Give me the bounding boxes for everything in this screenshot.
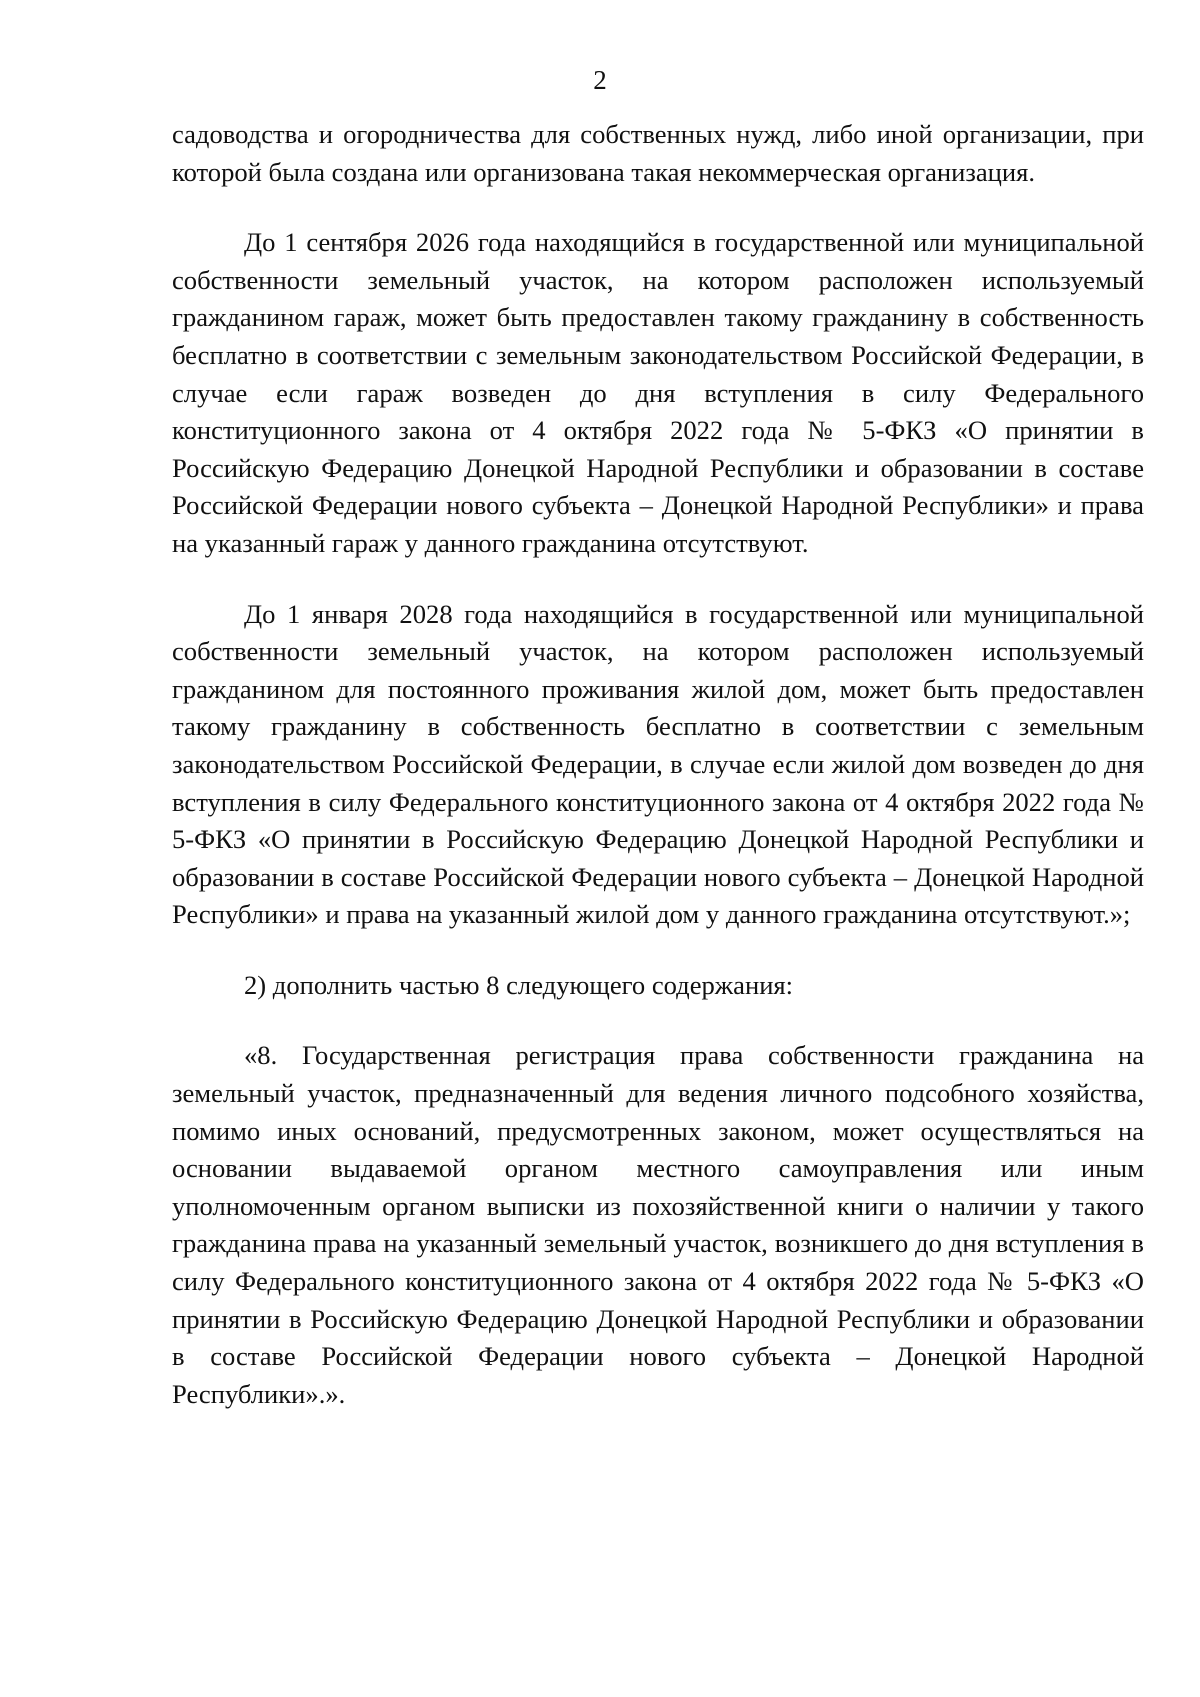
paragraph-house: До 1 января 2028 года находящийся в государственной или муниципальной собственности земельный участок, на котором расположен используемый гражданином для постоянного проживания жилой дом, может быть предоставлен такому гражданину в собственность бесплатно в соответствии с земельным законодательством Российской Федерации, в случае если жилой дом возведен до дня вступления в силу Федерального конституционного закона от 4 октября 2022 года № 5-ФКЗ «О принятии в Российскую Федерацию Донецкой Народной Республики и образовании в составе Российской Федерации нового субъекта – Донецкой Народной Республики» и права на указанный жилой дом у данного гражданина отсутствуют.»; <box>172 598 1144 930</box>
paragraph-continuation: садоводства и огородничества для собственных нужд, либо иной организации, при которой была создана или организована такая некоммерческая организация. <box>172 119 1144 187</box>
paragraph-part-8: «8. Государственная регистрация права собственности гражданина на земельный участок, предназначенный для ведения личного подсобного хозяйства, помимо иных оснований, предусмотренных законом, может осуществляться на основании выдаваемой органом местного самоуправления или иным уполномоченным органом выписки из похозяйственной книги о наличии у такого гражданина права на указанный земельный участок, возникшего до дня вступления в силу Федерального конституционного закона от 4 октября 2022 года № 5-ФКЗ «О принятии в Российскую Федерацию Донецкой Народной Республики и образовании в составе Российской Федерации нового субъекта – Донецкой Народной Республики».». <box>172 1040 1144 1409</box>
paragraph-amendment-2: 2) дополнить частью 8 следующего содержания: <box>244 969 794 1000</box>
paragraph-garage: До 1 сентября 2026 года находящийся в государственной или муниципальной собственности земельный участок, на котором расположен используемый гражданином гараж, может быть предоставлен такому гражданину в собственность бесплатно в соответствии с земельным законодательством Российской Федерации, в случае если гараж возведен до дня вступления в силу Федерального конституционного закона от 4 октября 2022 года № 5-ФКЗ «О принятии в Российскую Федерацию Донецкой Народной Республики и образовании в составе Российской Федерации нового субъекта – Донецкой Народной Республики» и права на указанный гараж у данного гражданина отсутствуют. <box>172 227 1144 558</box>
document-body <box>172 116 1144 1413</box>
page-number: 2 <box>593 65 607 95</box>
